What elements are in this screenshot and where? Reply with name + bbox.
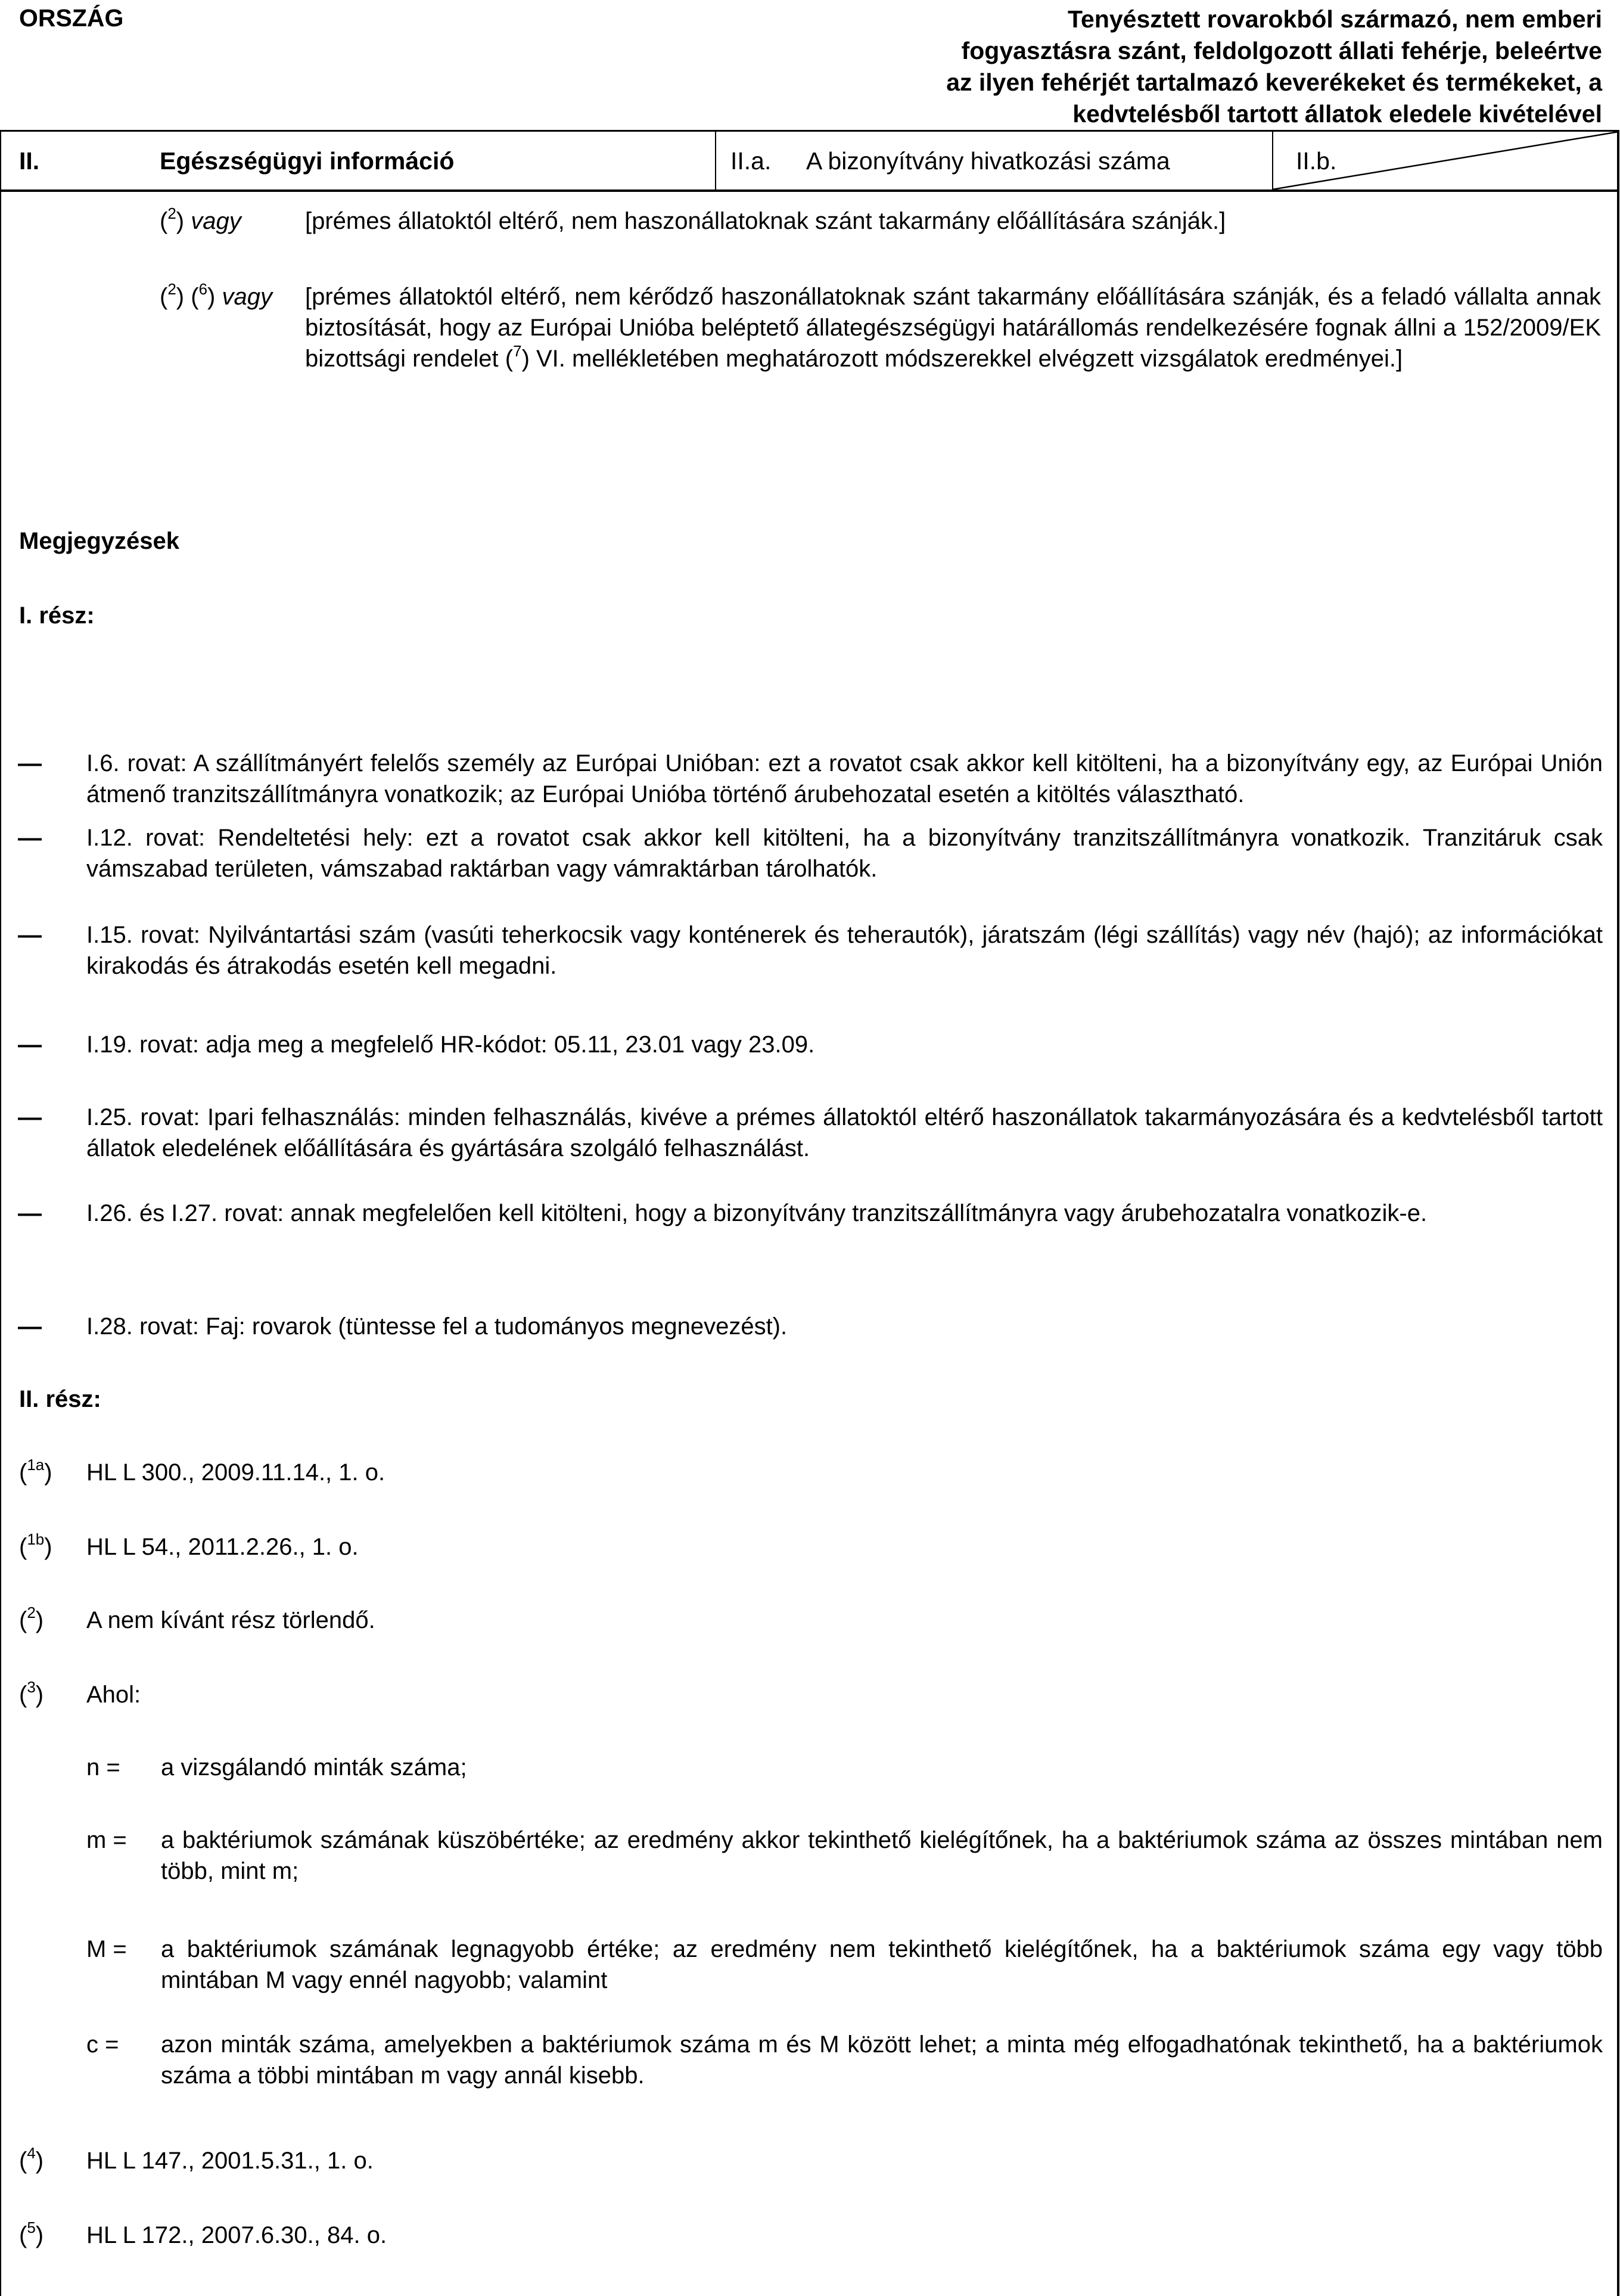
footnote-number: 1a: [27, 1456, 45, 1474]
part-1-heading: I. rész:: [19, 602, 95, 629]
footnote-number: 4: [27, 2144, 36, 2162]
footnote-text: HL L 300., 2009.11.14., 1. o.: [86, 1459, 385, 1486]
footnote-ref: ($^{1b}$): [19, 1530, 52, 1560]
reference-number-label: A bizonyítvány hivatkozási száma: [806, 147, 1170, 175]
certificate-title: [708, 4, 1602, 130]
definition-text: a baktériumok számának küszöbértéke; az eredmény akkor tekinthető kielégítőnek, ha a baktériumok száma az összes mintában nem több, mint m;: [161, 1827, 1603, 1884]
section-header-row: [0, 130, 1619, 192]
option-2-text: [prémes állatoktól eltérő, nem kérődző haszonállatoknak szánt takarmány előállítására szánják, és a feladó vállalta annak biztosítását, hogy az Európai Unióba beléptető állategészségügyi határállomás rendelkezésére fognak állni a 152/2009/EK bizottsági rendelet ($^7$) VI. mellékletében meghatározott módszerekkel elvégzett vizsgálatok eredményei.]: [305, 284, 1601, 372]
footnote-number: 5: [27, 2219, 36, 2236]
bullet-dash: —: [18, 825, 42, 851]
bullet-dash: —: [18, 922, 42, 948]
definition-text: a baktériumok számának legnagyobb értéke; az eredmény nem tekinthető kielégítőnek, ha a baktériumok száma egy vagy több mintában M vagy ennél nagyobb; valamint: [161, 1936, 1603, 1993]
bullet-dash: —: [18, 1032, 42, 1058]
title-line: az ilyen fehérjét tartalmazó keverékeket és termékeket, a: [946, 69, 1602, 96]
footnote-text: HL L 172., 2007.6.30., 84. o.: [86, 2222, 387, 2248]
footnote-ref: ($^2$): [19, 1604, 44, 1633]
definition-text: azon minták száma, amelyekben a baktériumok száma m és M között lehet; a minta még elfogadhatónak tekinthető, ha a baktériumok száma a többi mintában m vagy annál kisebb.: [161, 2031, 1603, 2089]
bullet-dash: —: [18, 1313, 42, 1340]
title-line: kedvtelésből tartott állatok eledele kivételével: [1072, 100, 1602, 128]
footnote-number: 2: [27, 1604, 36, 1621]
note-item: I.25. rovat: Ipari felhasználás: minden felhasználás, kivéve a prémes állatoktól eltérő haszonállatok takarmányozására és a kedvtelésből tartott állatok eledelének előállítására és gyártására szolgáló felhasználást.: [86, 1104, 1603, 1161]
option-1-refs: ($^2$) vagy: [160, 204, 241, 234]
frame-right-border: [1617, 130, 1619, 2296]
definition-term: M =: [86, 1936, 127, 1962]
section-title: Egészségügyi információ: [160, 147, 455, 175]
footnote-text: HL L 147., 2001.5.31., 1. o.: [86, 2148, 374, 2174]
note-item: I.19. rovat: adja meg a megfelelő HR-kódot: 05.11, 23.01 vagy 23.09.: [86, 1032, 815, 1058]
note-item: I.26. és I.27. rovat: annak megfelelően kell kitölteni, hogy a bizonyítvány tranzitszállítmányra vagy árubehozatalra vonatkozik-e.: [86, 1200, 1428, 1226]
note-item: I.28. rovat: Faj: rovarok (tüntesse fel a tudományos megnevezést).: [86, 1313, 788, 1340]
definition-text: a vizsgálandó minták száma;: [161, 1754, 467, 1781]
field-b-code: II.b.: [1296, 147, 1337, 175]
footnote-ref: ($^3$): [19, 1678, 44, 1708]
title-line: fogyasztásra szánt, feldolgozott állati fehérje, beleértve: [961, 37, 1602, 64]
reference-code: II.a.: [730, 147, 772, 175]
definition-term: c =: [86, 2031, 119, 2058]
bullet-dash: —: [18, 1200, 42, 1226]
footnote-number: 1b: [27, 1530, 45, 1548]
section-number: II.: [19, 147, 40, 175]
note-item: I.12. rovat: Rendeltetési hely: ezt a rovatot csak akkor kell kitölteni, ha a bizonyítvány tranzitszállítmányra vonatkozik. Tranzitáruk csak vámszabad területen, vámszabad raktárban vagy vámraktárban tárolhatók.: [86, 825, 1603, 882]
note-item: I.6. rovat: A szállítmányért felelős személy az Európai Unióban: ezt a rovatot csak akkor kell kitölteni, ha a bizonyítvány egy, az Európai Unión átmenő tranzitszállítmányra vonatkozik; az Európai Unióba történő árubehozatal esetén a kitöltés választható.: [86, 750, 1603, 807]
definition-term: m =: [86, 1827, 127, 1853]
column-divider: [715, 132, 716, 189]
notes-heading: Megjegyzések: [19, 528, 180, 554]
footnote-text: A nem kívánt rész törlendő.: [86, 1607, 375, 1633]
country-label: ORSZÁG: [19, 4, 124, 32]
title-line: Tenyésztett rovarokból származó, nem emberi: [1068, 5, 1602, 33]
bullet-dash: —: [18, 750, 42, 776]
footnote-ref: ($^{1a}$): [19, 1456, 52, 1486]
footnote-ref: ($^4$): [19, 2144, 44, 2174]
footnote-text: Ahol:: [86, 1682, 141, 1708]
definition-term: n =: [86, 1754, 120, 1781]
footnote-number: 3: [27, 1678, 36, 1696]
bullet-dash: —: [18, 1104, 42, 1130]
footnote-ref: ($^5$): [19, 2219, 44, 2248]
strike-diagonal: [1272, 132, 1619, 189]
option-1-text: [prémes állatoktól eltérő, nem haszonállatoknak szánt takarmány előállítására szánják.]: [305, 208, 1226, 234]
footnote-text: HL L 54., 2011.2.26., 1. o.: [86, 1534, 359, 1560]
option-2-refs: ($^2$) ($^6$) vagy: [160, 280, 272, 310]
note-item: I.15. rovat: Nyilvántartási szám (vasúti teherkocsik vagy konténerek és teherautók), járatszám (légi szállítás) vagy név (hajó); az információkat kirakodás és átrakodás esetén kell megadni.: [86, 922, 1603, 979]
frame-left-border: [0, 130, 1, 2296]
part-2-heading: II. rész:: [19, 1386, 101, 1412]
